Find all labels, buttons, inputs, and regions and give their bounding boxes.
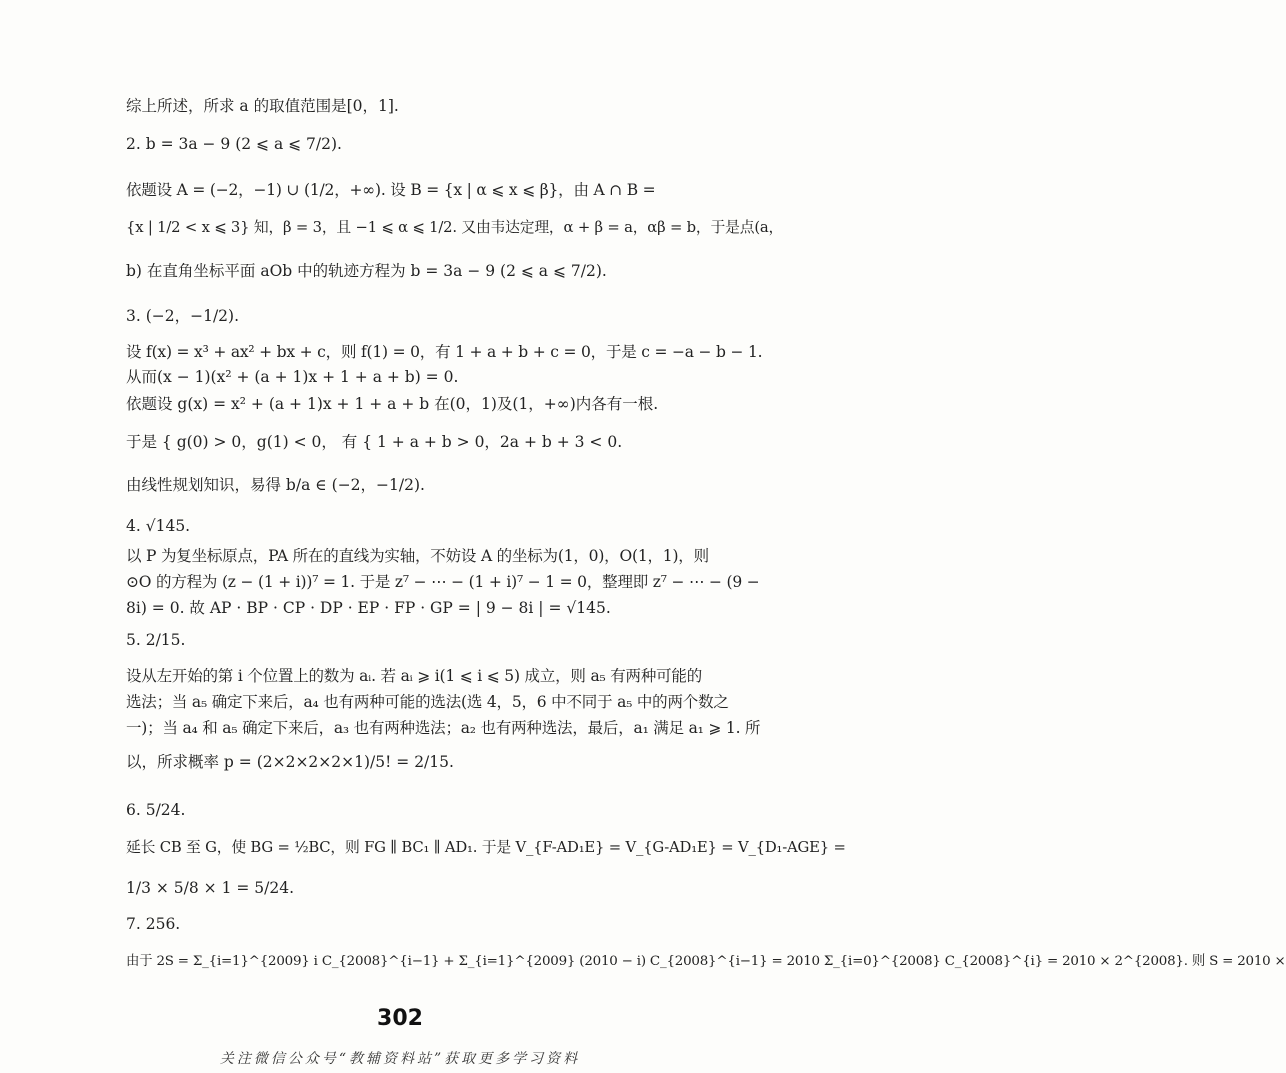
text-line: {x | 1/2 < x ⩽ 3} 知，β = 3，且 −1 ⩽ α ⩽ 1/2. 又由韦达定理，α + β = a，αβ = b，于是点(a，: [126, 219, 784, 236]
answer-5-heading: 5. 2/15.: [126, 631, 186, 649]
text-line: 于是 { g(0) > 0，g(1) < 0， 有 { 1 + a + b > 0，2a + b + 3 < 0.: [126, 433, 623, 451]
text-line: b) 在直角坐标平面 aOb 中的轨迹方程为 b = 3a − 9 (2 ⩽ a ⩽ 7/2).: [126, 262, 607, 280]
text-line: 设从左开始的第 i 个位置上的数为 aᵢ. 若 aᵢ ⩾ i(1 ⩽ i ⩽ 5) 成立，则 a₅ 有两种可能的: [126, 667, 703, 685]
answer-3-heading: 3. (−2，−1/2).: [126, 307, 240, 325]
text-line: 8i) = 0. 故 AP · BP · CP · DP · EP · FP · GP = | 9 − 8i | = √145.: [126, 599, 611, 617]
answer-7-heading: 7. 256.: [126, 915, 181, 933]
text-line: 选法；当 a₅ 确定下来后，a₄ 也有两种可能的选法(选 4，5，6 中不同于 a₅ 中的两个数之: [126, 693, 729, 711]
text-line: 由于 2S = Σ_{i=1}^{2009} i C_{2008}^{i−1} + Σ_{i=1}^{2009} (2010 − i) C_{2008}^{i−1} = 2010 Σ_{i=0}^{2008} C_{2008}^{i} = 2010 × 2^{2008}. 则 S = 2010 ×: [126, 954, 1286, 969]
text-line: ⊙O 的方程为 (z − (1 + i))⁷ = 1. 于是 z⁷ − ⋯ − (1 + i)⁷ − 1 = 0，整理即 z⁷ − ⋯ − (9 −: [126, 573, 760, 591]
text-line: 设 f(x) = x³ + ax² + bx + c，则 f(1) = 0，有 1 + a + b + c = 0，于是 c = −a − b − 1.: [126, 343, 763, 361]
text-line: 以，所求概率 p = (2×2×2×2×1)/5! = 2/15.: [126, 753, 454, 771]
answer-6-heading: 6. 5/24.: [126, 801, 186, 819]
text-line: 以 P 为复坐标原点，PA 所在的直线为实轴，不妨设 A 的坐标为(1，0)，O(1，1)，则: [126, 547, 709, 565]
text-line: 由线性规划知识，易得 b/a ∈ (−2，−1/2).: [126, 476, 425, 494]
text-line: 依题设 A = (−2，−1) ∪ (1/2，+∞). 设 B = {x | α ⩽ x ⩽ β}，由 A ∩ B =: [126, 181, 656, 199]
text-line: 依题设 g(x) = x² + (a + 1)x + 1 + a + b 在(0，1)及(1，+∞)内各有一根.: [126, 395, 659, 413]
text-line: 一)；当 a₄ 和 a₅ 确定下来后，a₃ 也有两种选法；a₂ 也有两种选法，最后，a₁ 满足 a₁ ⩾ 1. 所: [126, 719, 761, 737]
text-line: 从而(x − 1)(x² + (a + 1)x + 1 + a + b) = 0.: [126, 368, 459, 386]
answer-2-heading: 2. b = 3a − 9 (2 ⩽ a ⩽ 7/2).: [126, 135, 342, 153]
text-line: 综上所述，所求 a 的取值范围是[0，1].: [126, 97, 399, 115]
answer-4-heading: 4. √145.: [126, 517, 191, 535]
text-line: 1/3 × 5/8 × 1 = 5/24.: [126, 879, 295, 897]
page-number: 302: [377, 1006, 423, 1031]
text-line: 延长 CB 至 G，使 BG = ½BC，则 FG ∥ BC₁ ∥ AD₁. 于是 V_{F-AD₁E} = V_{G-AD₁E} = V_{D₁-AGE} =: [126, 839, 846, 856]
footer-watermark-text: 关注微信公众号“教辅资料站”获取更多学习资料: [219, 1051, 581, 1067]
